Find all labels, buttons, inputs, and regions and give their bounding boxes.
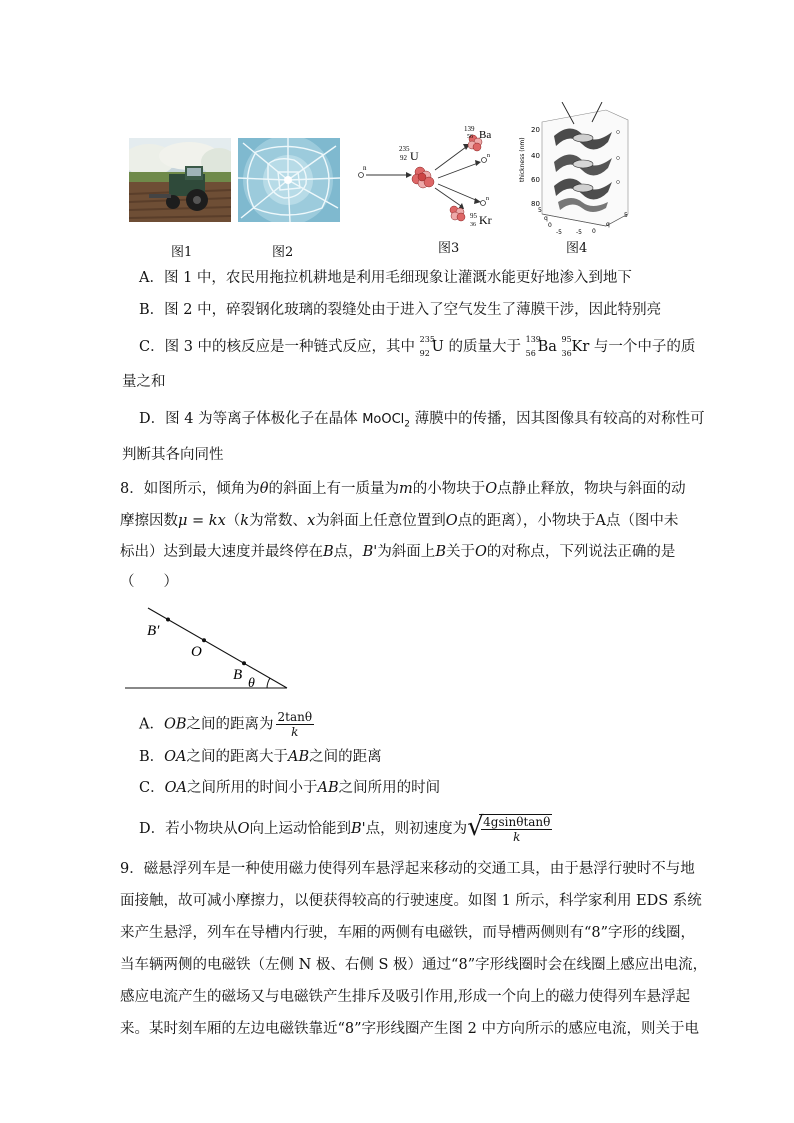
neutron-out-2-label: n <box>486 196 489 202</box>
q8-option-b: B．OA之间的距离大于AB之间的距离 <box>139 749 382 765</box>
q8-stem-line2: 摩擦因数μ = kx（k为常数、x为斜面上任意位置到O点的距离），小物块于A点（图中未 <box>120 513 679 529</box>
q8-answer-brackets: （ ） <box>120 574 178 590</box>
caption-figure-1: 图1 <box>171 245 193 260</box>
incoming-neutron <box>359 173 364 178</box>
q9-line4: 当车辆两侧的电磁铁（左侧 N 极、右侧 S 极）通过“8”字形线圈时会在线圈上感应出电流， <box>120 957 708 973</box>
point-o <box>202 638 206 642</box>
q8-stem-line3: 标出）达到最大速度并最终停在B点，B'为斜面上B关于O的对称点，下列说法正确的是 <box>120 544 676 560</box>
fig4-qx-label: q <box>606 221 610 228</box>
q7-c-uranium: 235 92 U <box>419 335 444 358</box>
caption-figure-3: 图3 <box>438 241 460 256</box>
u-symbol: U <box>410 149 419 163</box>
q9-line6: 来。某时刻车厢的左边电磁铁靠近“8”字形线圈产生图 2 中方向所示的感应电流，则关于电 <box>120 1021 699 1037</box>
fig4-tick-a-5: 5 <box>538 207 542 214</box>
figure-3-fission-diagram <box>350 120 510 230</box>
point-b <box>242 661 246 665</box>
q8-option-a: A．OB之间的距离为 $\frac{2\tan\theta}{k}$ <box>139 710 313 739</box>
kr-mass-number: 95 <box>470 212 477 220</box>
figure-1-tractor-photo <box>129 138 231 222</box>
q7-c-krypton: 95 36 Kr <box>561 335 590 358</box>
tractor-photo-image <box>129 138 231 222</box>
u-mass-number: 235 <box>399 145 410 153</box>
figure-4-polariton-plot <box>510 102 642 238</box>
fig4-ytick-20: 20 <box>531 126 540 134</box>
fig4-ytick-40: 40 <box>531 152 540 160</box>
label-theta: θ <box>248 676 255 691</box>
q7-c-text-2: 的质量大于 <box>448 339 521 355</box>
q7-option-d-line2: 判断其各向同性 <box>122 447 224 463</box>
label-o: O <box>191 644 202 660</box>
q7-option-a: A．图 1 中，农民用拖拉机耕地是利用毛细现象让灌溉水能更好地渗入到地下 <box>139 270 632 286</box>
label-b: B <box>233 667 243 683</box>
neutron-out-1-label: n <box>487 153 490 159</box>
q8-option-d: D．若小物块从O向上运动恰能到B'点，则初速度为 √ $\frac{4gsin\theta\tan\theta}{k}$ <box>139 812 551 844</box>
fission-diagram-svg <box>350 120 510 230</box>
kr-symbol: Kr <box>479 213 492 227</box>
q9-line5: 感应电流产生的磁场又与电磁铁产生排斥及吸引作用,形成一个向上的磁力使得列车悬浮起 <box>120 989 691 1005</box>
q7-option-b: B．图 2 中，碎裂钢化玻璃的裂缝处由于进入了空气发生了薄膜干涉，因此特别亮 <box>139 302 662 318</box>
q8-incline-diagram <box>120 600 300 692</box>
polariton-plot-svg <box>510 102 642 238</box>
ba-atomic-number: 56 <box>467 134 473 140</box>
glass-photo-image <box>238 138 340 222</box>
q9-line3: 来产生悬浮，列车在导槽内行驶，车厢的两侧有电磁铁，而导槽两侧则有“8”字形的线圈， <box>120 925 696 941</box>
q7-option-c-line1 <box>139 337 695 357</box>
kr-atomic-number: 36 <box>470 222 476 228</box>
q9-line1: 9．磁悬浮列车是一种使用磁力使得列车悬浮起来移动的交通工具，由于悬浮行驶时不与地 <box>120 861 695 877</box>
q8-d-fraction: $\frac{4gsin\theta\tan\theta}{k}$ <box>483 815 551 844</box>
fig4-tick-b-0: 0 <box>592 228 596 235</box>
neutron-in-label: n <box>363 164 367 172</box>
incline-svg <box>120 600 300 692</box>
uranium-nucleus <box>412 167 434 188</box>
point-bprime <box>166 618 170 622</box>
caption-figure-2: 图2 <box>272 245 294 260</box>
fig4-tick-a-0: 0 <box>548 222 552 229</box>
q7-option-d-line1 <box>139 409 705 435</box>
q7-c-text-1: C．图 3 中的核反应是一种链式反应，其中 <box>139 339 416 355</box>
q8-option-c: C．OA之间所用的时间小于AB之间所用的时间 <box>139 780 441 796</box>
caption-figure-4: 图4 <box>566 241 588 256</box>
fig4-qy-label: q <box>544 215 548 222</box>
figure-2-shattered-glass-photo <box>238 138 340 222</box>
ba-symbol: Ba <box>479 129 492 141</box>
fig4-tick-b-5: 5 <box>624 212 628 219</box>
q9-line2: 面接触，故可减小摩擦力，以便获得较高的行驶速度。如图 1 所示，科学家利用 EDS 系统 <box>120 893 702 909</box>
q7-option-c-line2: 量之和 <box>122 374 166 390</box>
fig4-ytick-60: 60 <box>531 176 540 184</box>
q7-c-text-3: 与一个中子的质 <box>593 339 696 355</box>
q7-d-text-1: D．图 4 为等离子体极化子在晶体 <box>139 411 358 427</box>
q7-c-barium: 139 56 Ba <box>525 335 557 358</box>
label-bprime: B′ <box>147 623 160 639</box>
fig4-y-axis-label: thickness (nm) <box>519 137 526 182</box>
ba-mass-number: 139 <box>464 125 475 133</box>
q7-d-formula: MoOCl$_2$ <box>362 412 411 430</box>
angle-arc <box>267 678 270 688</box>
fig4-tick-b-neg5: -5 <box>576 229 582 236</box>
q8-d-sqrt: √ $\frac{4gsin\theta\tan\theta}{k}$ <box>467 812 551 844</box>
fig4-tick-a-neg5: -5 <box>556 229 562 236</box>
fig4-ytick-80: 80 <box>531 200 540 208</box>
u-atomic-number: 92 <box>400 154 407 162</box>
q7-d-text-2: 薄膜中的传播，因其图像具有较高的对称性可 <box>414 411 705 427</box>
q8-a-fraction: $\frac{2\tan\theta}{k}$ <box>277 710 313 739</box>
q8-stem-line1: 8．如图所示，倾角为θ的斜面上有一质量为m的小物块于O点静止释放，物块与斜面的动 <box>120 481 686 497</box>
